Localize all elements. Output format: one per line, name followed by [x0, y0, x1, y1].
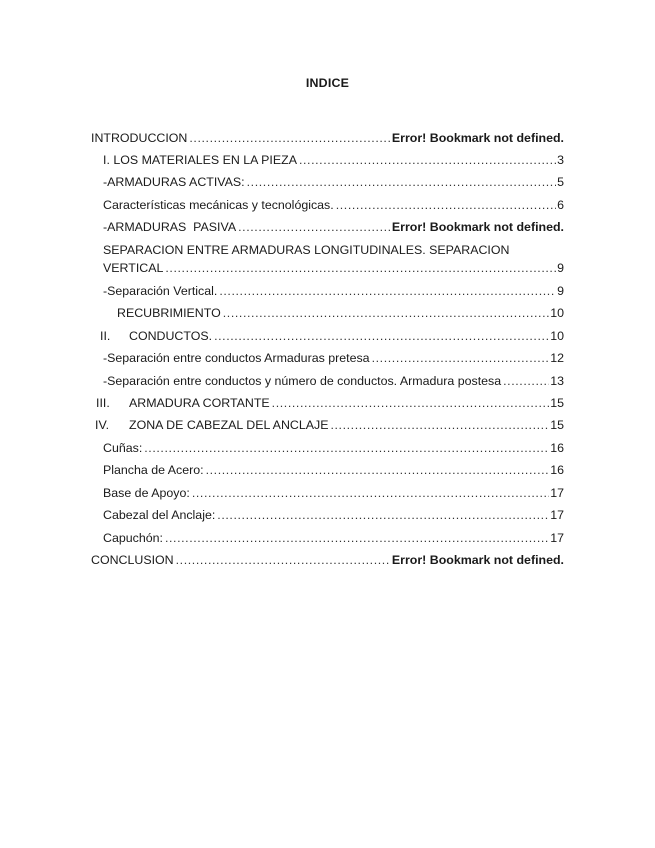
dot-leader [372, 351, 550, 366]
toc-entry-page: 17 [550, 486, 564, 500]
toc-entry-separacion-postesa[interactable] [103, 374, 564, 389]
toc-entry-label: -ARMADURAS PASIVA [103, 220, 237, 234]
toc-entry-error: Error! Bookmark not defined. [391, 131, 564, 145]
toc-entry-label: Base de Apoyo: [103, 486, 190, 500]
dot-leader [192, 486, 549, 501]
dot-leader [238, 220, 391, 235]
dot-leader [165, 531, 549, 546]
toc-entry-label: -ARMADURAS ACTIVAS: [103, 175, 245, 189]
dot-leader [165, 261, 556, 276]
dot-leader [336, 198, 556, 213]
toc-entry-page: 16 [550, 441, 564, 455]
toc-entry-page: 10 [550, 306, 564, 320]
toc-entry-page: 10 [550, 329, 564, 343]
toc-entry-label: VERTICAL [103, 261, 164, 275]
toc-entry-caracteristicas[interactable] [103, 198, 564, 213]
dot-leader [206, 463, 550, 478]
toc-entry-label: Capuchón: [103, 531, 163, 545]
toc-entry-page: 17 [550, 531, 564, 545]
toc-entry-label: CONDUCTOS. [129, 329, 213, 343]
dot-leader [272, 396, 550, 411]
toc-entry-armadura-cortante[interactable] [96, 396, 564, 411]
dot-leader [299, 153, 556, 168]
dot-leader [219, 284, 556, 299]
toc-entry-separacion-vertical[interactable] [103, 284, 564, 299]
toc-entry-page: 3 [557, 153, 564, 167]
toc-entry-error: Error! Bookmark not defined. [391, 220, 564, 234]
toc-entry-armaduras-activas[interactable] [103, 175, 564, 190]
toc-entry-separacion[interactable] [103, 261, 564, 276]
toc-entry-base-apoyo[interactable] [103, 486, 564, 501]
toc-entry-label: Características mecánicas y tecnológicas. [103, 198, 334, 212]
dot-leader [144, 441, 549, 456]
toc-entry-separacion-line1[interactable]: SEPARACION ENTRE ARMADURAS LONGITUDINALES. SEPARACION [103, 243, 510, 257]
toc-entry-cunas[interactable] [103, 441, 564, 456]
toc-entry-zona-cabezal[interactable] [95, 418, 564, 433]
toc-entry-conductos[interactable] [100, 329, 564, 344]
toc-entry-page: 12 [550, 351, 564, 365]
toc-entry-label: -Separación Vertical. [103, 284, 218, 298]
dot-leader [330, 418, 549, 433]
toc-entry-page: 17 [550, 508, 564, 522]
toc-entry-page: 5 [557, 175, 564, 189]
toc-entry-plancha[interactable] [103, 463, 564, 478]
toc-entry-cabezal-anclaje[interactable] [103, 508, 564, 523]
dot-leader [189, 131, 391, 146]
toc-entry-page: 15 [550, 396, 564, 410]
toc-entry-label: Plancha de Acero: [103, 463, 204, 477]
document-title: INDICE [305, 76, 350, 90]
toc-entry-label: -Separación entre conductos Armaduras pretesa [103, 351, 370, 365]
dot-leader [223, 306, 549, 321]
dot-leader [503, 374, 549, 389]
toc-entry-page: 6 [557, 198, 564, 212]
toc-entry-materiales[interactable] [103, 153, 564, 168]
toc-entry-numeral: III. [96, 396, 110, 410]
toc-entry-label: CONCLUSION [91, 553, 174, 567]
toc-entry-label: RECUBRIMIENTO [117, 306, 221, 320]
toc-entry-label: I. LOS MATERIALES EN LA PIEZA [103, 153, 297, 167]
toc-entry-page: 16 [550, 463, 564, 477]
toc-entry-armaduras-pasiva[interactable] [103, 220, 564, 235]
toc-entry-capuchon[interactable] [103, 531, 564, 546]
toc-entry-label: Cuñas: [103, 441, 143, 455]
toc-entry-page: 13 [550, 374, 564, 388]
toc-entry-label: -Separación entre conductos y número de conductos. Armadura postesa [103, 374, 502, 388]
toc-entry-label: ARMADURA CORTANTE [129, 396, 270, 410]
toc-entry-label: Cabezal del Anclaje: [103, 508, 216, 522]
toc-entry-separacion-pretesa[interactable] [103, 351, 564, 366]
toc-entry-page: 9 [557, 261, 564, 275]
toc-entry-label: ZONA DE CABEZAL DEL ANCLAJE [129, 418, 329, 432]
toc-entry-numeral: IV. [95, 418, 110, 432]
dot-leader [247, 175, 556, 190]
dot-leader [176, 553, 391, 568]
toc-entry-conclusion[interactable] [91, 553, 564, 568]
toc-entry-page: 15 [550, 418, 564, 432]
toc-entry-introduccion[interactable] [91, 131, 564, 146]
toc-entry-label: INTRODUCCION [91, 131, 188, 145]
toc-entry-recubrimiento[interactable] [117, 306, 564, 321]
toc-entry-error: Error! Bookmark not defined. [391, 553, 564, 567]
toc-entry-page: 9 [557, 284, 564, 298]
toc-entry-numeral: II. [100, 329, 111, 343]
dot-leader [217, 508, 549, 523]
dot-leader [214, 329, 549, 344]
